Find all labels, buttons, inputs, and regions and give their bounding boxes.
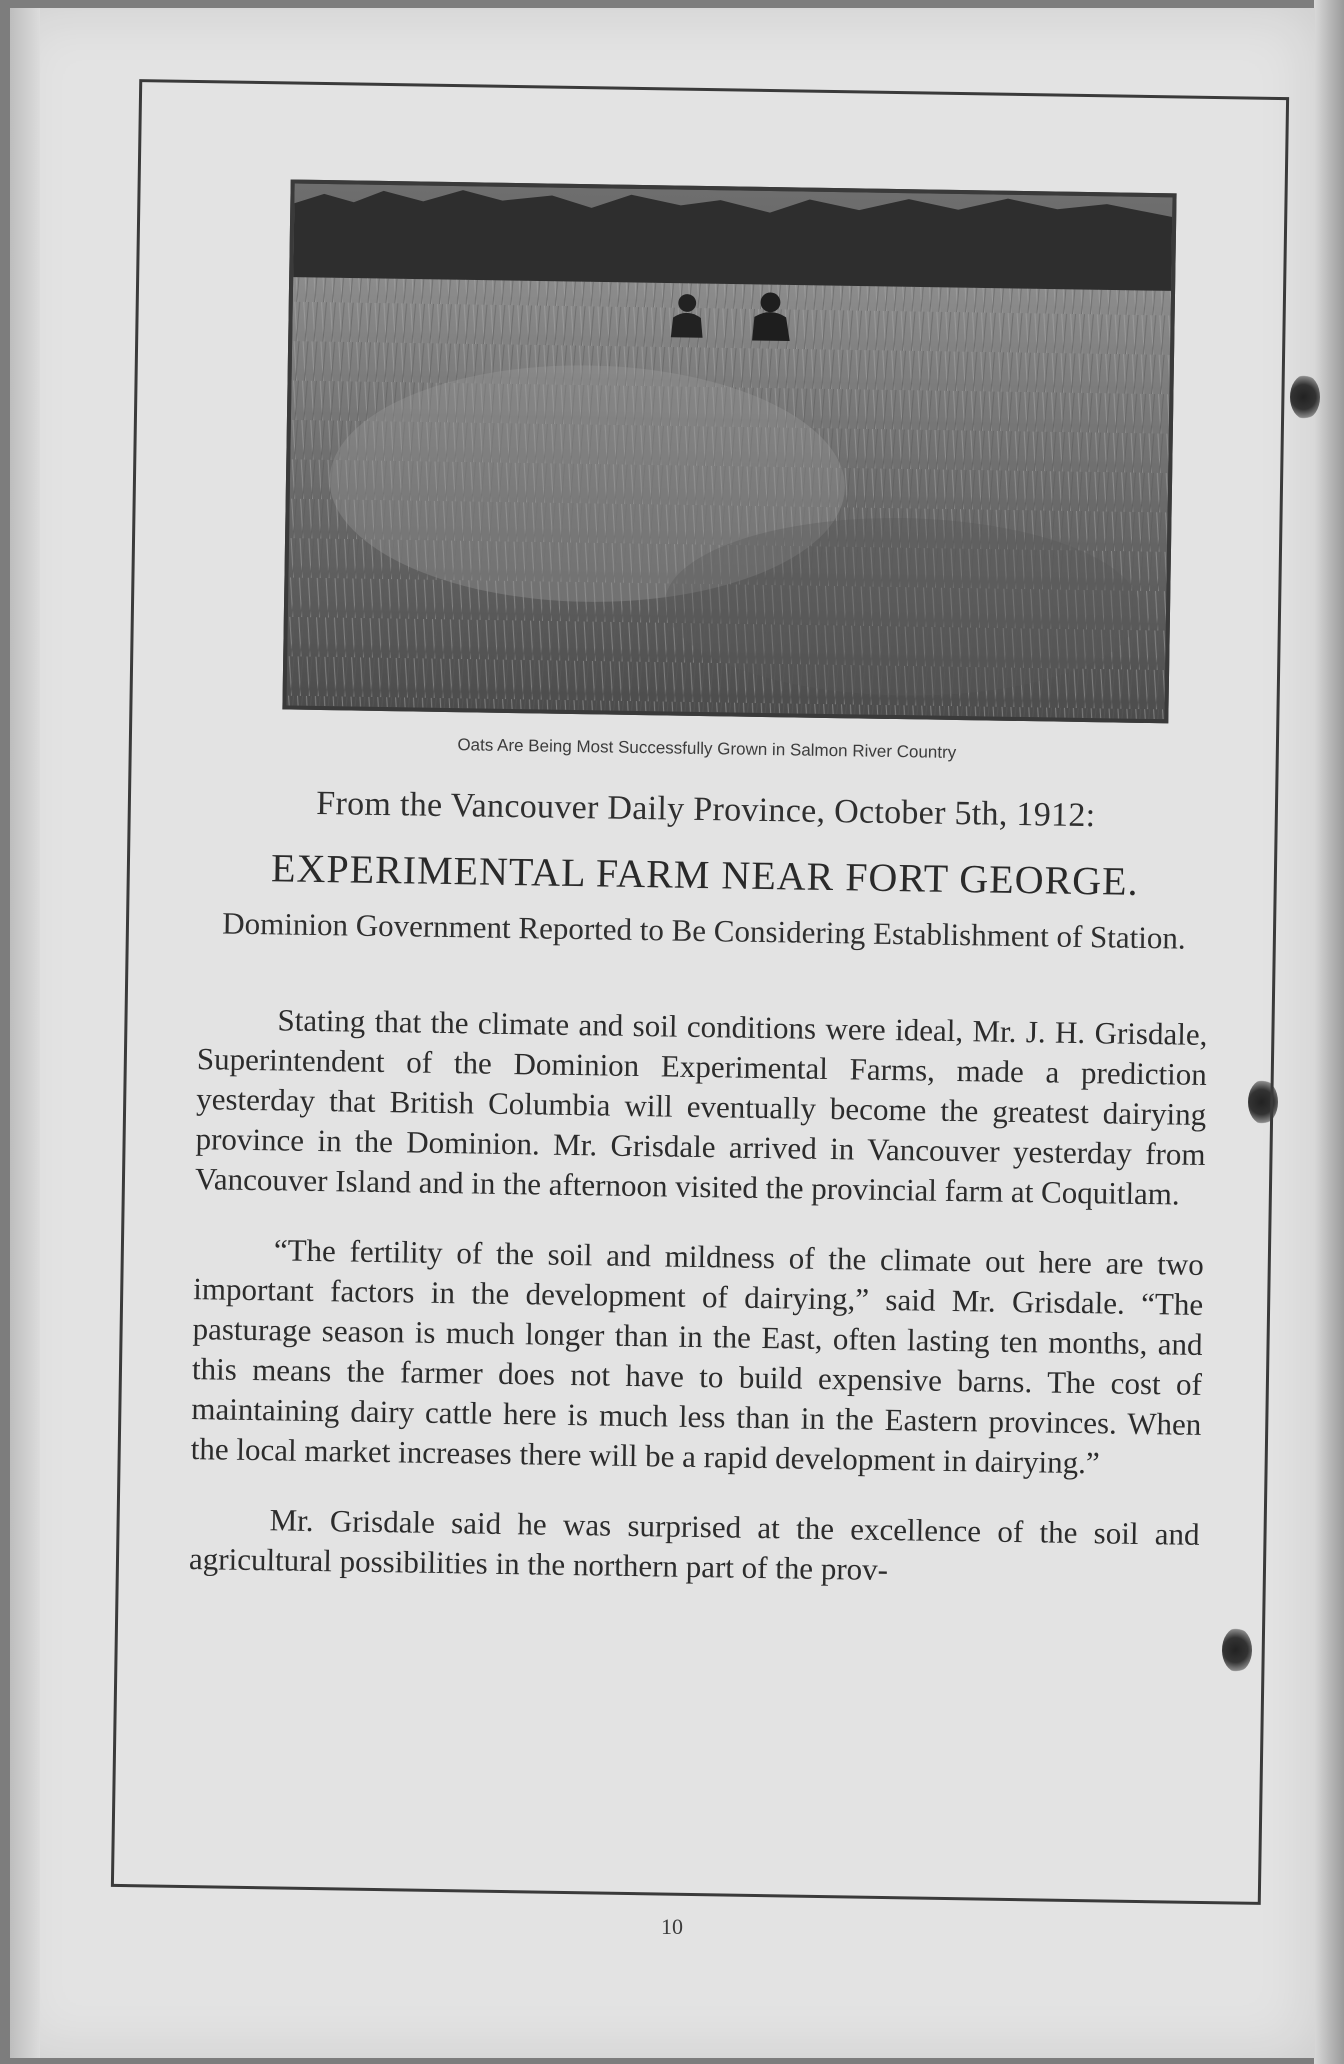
oats-field-photo — [282, 179, 1176, 723]
page-border-frame — [111, 79, 1289, 1905]
photo-caption: Oats Are Being Most Successfully Grown in Salmon River Country — [457, 735, 957, 762]
page-edge-right — [1314, 0, 1344, 2064]
article-paragraph-1: Stating that the climate and soil conditions were ideal, Mr. J. H. Grisdale, Superintendent of the Dominion Experimental Farms, made a prediction yesterday that British Columbia will eventually become the greatest dairying province in the Dominion. Mr. Grisdale arrived in Vancouver yesterday from Vancouver Island and in the afternoon visited the provincial farm at Coquitlam. — [194, 1002, 1208, 1212]
article-paragraph-2: “The fertility of the soil and mildness of the climate out here are two important factors in the development of dairying,” said Mr. Grisdale. “The pasturage season is much longer than in the East, often lasting ten months, and this means the farmer does not have to build expensive barns. The cost of maintaining dairy cattle here is much less than in the Eastern provinces. When the local market increases there will be a rapid development in dairying.” — [190, 1232, 1205, 1481]
article-subheadline: Dominion Government Reported to Be Considering Establishment of Station. — [222, 905, 1186, 956]
page-number: 10 — [661, 1914, 683, 1939]
article-source-line: From the Vancouver Daily Province, October 5th, 1912: — [316, 784, 1096, 835]
article-body — [188, 999, 1207, 1625]
article-paragraph-3: Mr. Grisdale said he was surprised at the excellence of the soil and agricultural possibilities in the northern part of the prov- — [188, 1502, 1200, 1588]
page-edge-left — [10, 8, 40, 2058]
oats-field-image — [286, 184, 1172, 720]
binding-hole-top — [1290, 375, 1320, 419]
article-headline: EXPERIMENTAL FARM NEAR FORT GEORGE. — [270, 845, 1139, 904]
